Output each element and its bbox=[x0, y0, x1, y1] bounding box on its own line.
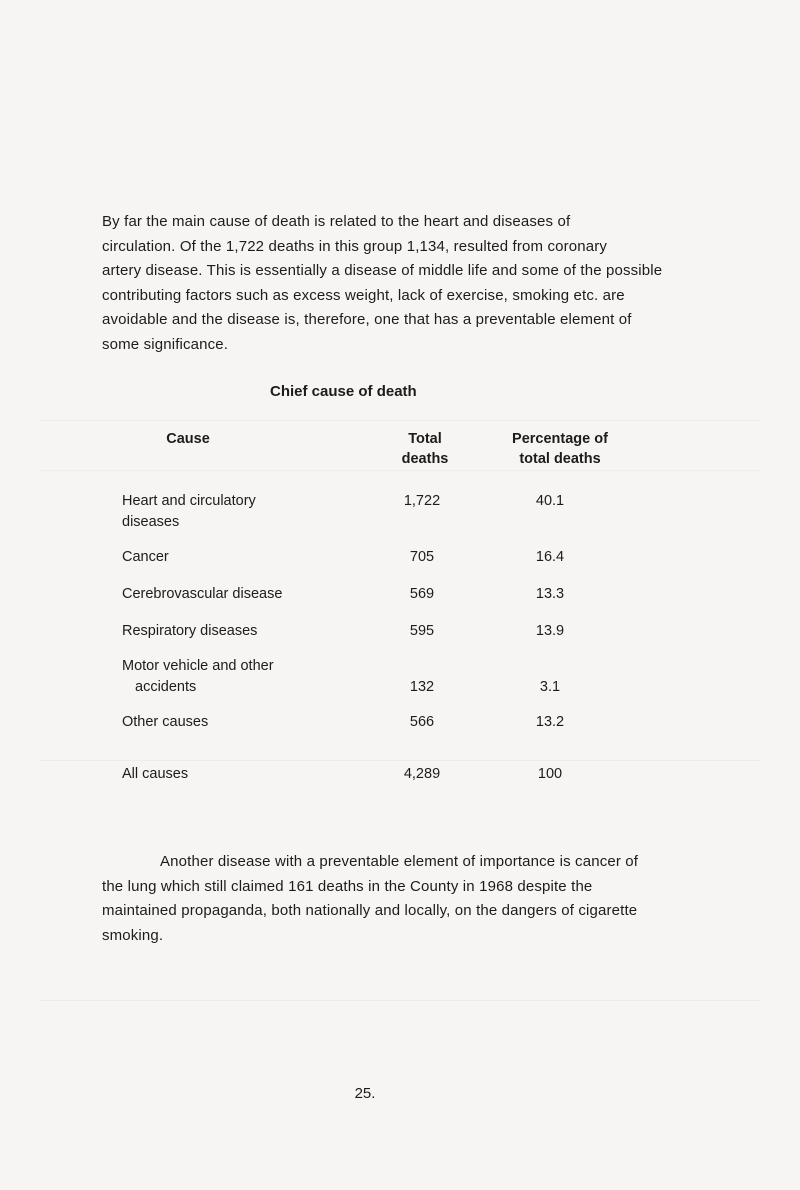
header-text: deaths bbox=[401, 451, 449, 467]
paragraph-line: avoidable and the disease is, therefore, one that has a preventable element of bbox=[102, 311, 632, 329]
table-cell-cause bbox=[122, 491, 256, 533]
cause-text: Motor vehicle and other bbox=[122, 658, 274, 674]
table-cell-total: 705 bbox=[409, 549, 435, 565]
closing-paragraph bbox=[102, 850, 662, 948]
table-cell-total: 132 bbox=[409, 679, 435, 695]
paragraph-line: Another disease with a preventable element of importance is cancer of bbox=[160, 853, 639, 870]
paragraph-line: By far the main cause of death is related to the heart and diseases of bbox=[102, 213, 571, 230]
table-cell-cause: Other causes bbox=[122, 714, 209, 730]
header-text: Total bbox=[408, 431, 442, 447]
header-text: total deaths bbox=[519, 451, 601, 467]
column-header-cause bbox=[138, 429, 238, 449]
table-cell-percentage: 40.1 bbox=[535, 493, 565, 509]
paragraph-line: some significance. bbox=[102, 335, 229, 353]
table-cell-total: 566 bbox=[409, 714, 435, 730]
table-title: Chief cause of death bbox=[270, 383, 417, 400]
table-cell-cause: Cerebrovascular disease bbox=[122, 586, 283, 602]
table-cell-percentage: 13.2 bbox=[535, 714, 565, 730]
table-cell-cause: Cancer bbox=[122, 549, 169, 565]
table-cell-cause bbox=[122, 656, 274, 698]
paragraph-line: smoking. bbox=[102, 926, 164, 944]
paragraph-line: circulation. Of the 1,722 deaths in this group 1,134, resulted from coronary bbox=[102, 237, 608, 255]
table-cell-total: 595 bbox=[409, 623, 435, 639]
paragraph-line: artery disease. This is essentially a disease of middle life and some of the possible bbox=[102, 262, 663, 280]
column-header-percentage bbox=[490, 429, 630, 469]
table-cell-percentage: 100 bbox=[537, 766, 563, 782]
header-text: Percentage of bbox=[512, 431, 608, 447]
paragraph-line: the lung which still claimed 161 deaths in the County in 1968 despite the bbox=[102, 877, 593, 895]
table-cell-cause: All causes bbox=[122, 766, 189, 782]
table-cell-total: 4,289 bbox=[403, 766, 441, 782]
table-cell-total: 569 bbox=[409, 586, 435, 602]
paragraph-line: maintained propaganda, both nationally and locally, on the dangers of cigarette bbox=[102, 902, 638, 920]
cause-text: accidents bbox=[135, 679, 197, 695]
header-text: Cause bbox=[166, 431, 210, 447]
table-cell-percentage: 13.9 bbox=[535, 623, 565, 639]
page-number: 25. bbox=[354, 1085, 376, 1102]
column-header-total-deaths bbox=[370, 429, 480, 469]
cause-text: diseases bbox=[122, 514, 180, 530]
paragraph-line: contributing factors such as excess weight, lack of exercise, smoking etc. are bbox=[102, 286, 625, 304]
table-cell-percentage: 13.3 bbox=[535, 586, 565, 602]
table-cell-total: 1,722 bbox=[403, 493, 441, 509]
table-cell-percentage: 16.4 bbox=[535, 549, 565, 565]
cause-text: Heart and circulatory bbox=[122, 493, 256, 509]
table-cell-cause: Respiratory diseases bbox=[122, 623, 258, 639]
table-cell-percentage: 3.1 bbox=[539, 679, 561, 695]
